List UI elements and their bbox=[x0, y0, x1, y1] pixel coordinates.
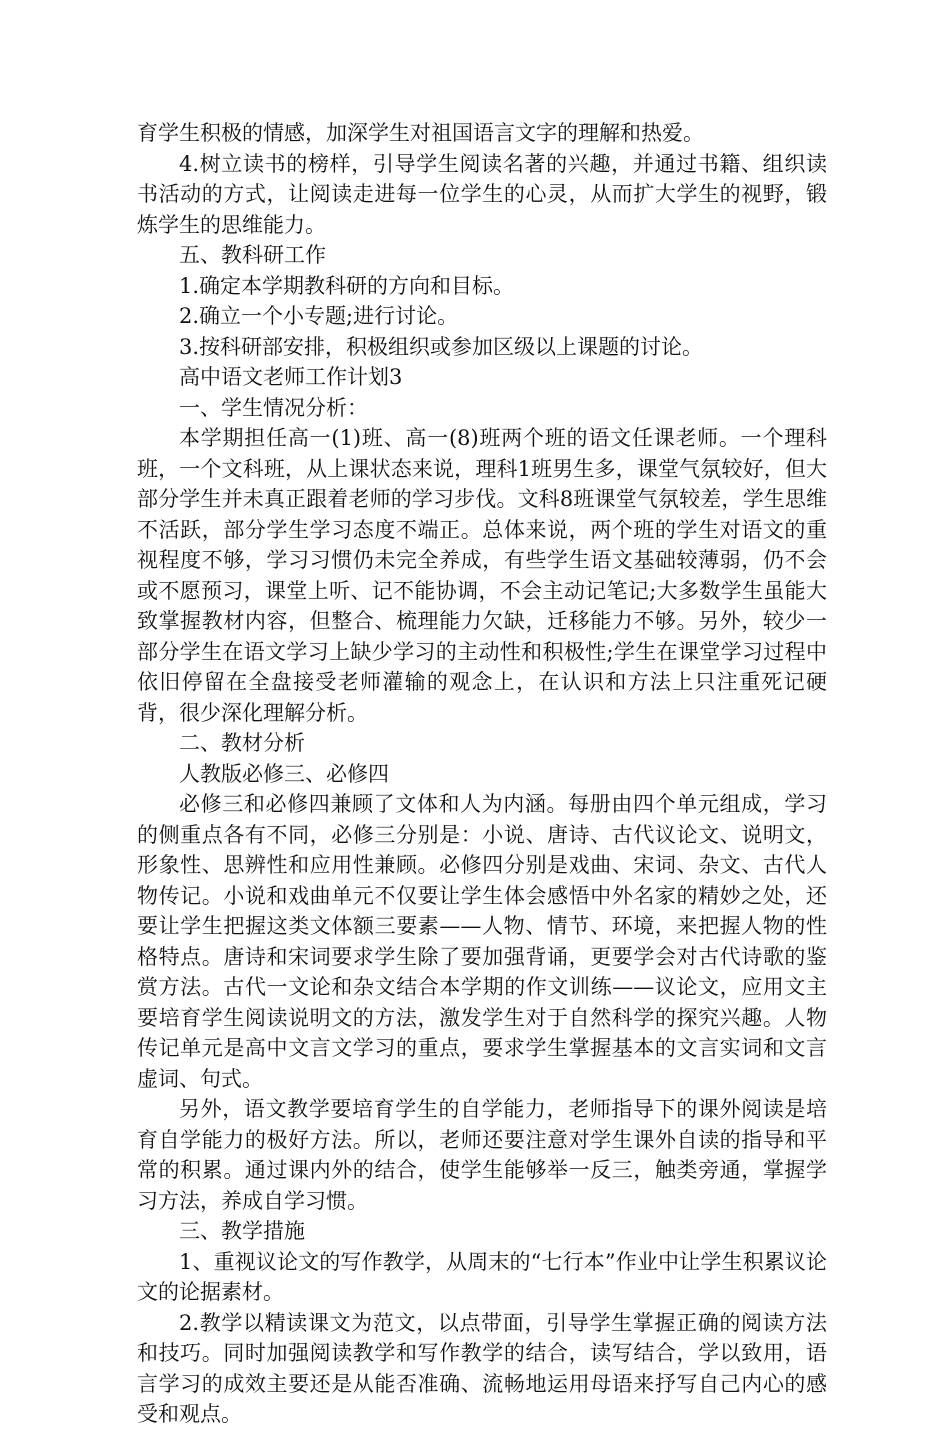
section-heading-textbook-analysis: 二、教材分析 bbox=[179, 731, 305, 755]
paragraph-item-4: 4.树立读书的榜样，引导学生阅读名著的兴趣，并通过书籍、组织读书活动的方式，让阅读走进每一位学生的心灵，从而扩大学生的视野，锻炼学生的思维能力。 bbox=[137, 151, 827, 237]
section-heading-teaching-measures: 三、教学措施 bbox=[179, 1219, 305, 1243]
paragraph-continuation: 育学生积极的情感，加深学生对祖国语言文字的理解和热爱。 bbox=[137, 121, 704, 145]
measure-item-2: 2.教学以精读课文为范文，以点带面，引导学生掌握正确的阅读方法和技巧。同时加强阅读教学和写作教学的结合，读写结合，学以致用，语言学习的成效主要还是从能否准确、流畅地运用母语来抒写自己内心的感受和观点。 bbox=[137, 1310, 827, 1426]
paragraph-student-analysis: 本学期担任高一(1)班、高一(8)班两个班的语文任课老师。一个理科班，一个文科班，从上课状态来说，理科1班男生多，课堂气氛较好，但大部分学生并未真正跟着老师的学习步伐。文科8班课堂气氛较差，学生思维不活跃，部分学生学习态度不端正。总体来说，两个班的学生对语文的重视程度不够，学习习惯仍未完全养成，有些学生语文基础较薄弱，仍不会或不愿预习，课堂上听、记不能协调，不会主动记笔记;大多数学生虽能大致掌握教材内容，但整合、梳理能力欠缺，迁移能力不够。另外，较少一部分学生在语文学习上缺少学习的主动性和积极性;学生在课堂学习过程中依旧停留在全盘接受老师灌输的观念上，在认识和方法上只注重死记硬背，很少深化理解分析。 bbox=[137, 426, 827, 725]
research-item-1: 1.确定本学期教科研的方向和目标。 bbox=[179, 273, 515, 298]
research-item-2: 2.确立一个小专题;进行讨论。 bbox=[179, 304, 459, 328]
section-heading-student-analysis: 一、学生情况分析： bbox=[179, 395, 368, 420]
measure-item-1: 1、重视议论文的写作教学，从周末的“七行本”作业中让学生积累议论文的论据素材。 bbox=[137, 1249, 827, 1304]
paragraph-textbook-analysis: 必修三和必修四兼顾了文体和人为内涵。每册由四个单元组成，学习的侧重点各有不同，必修三分别是：小说、唐诗、古代议论文、说明文，形象性、思辨性和应用性兼顾。必修四分别是戏曲、宋词、杂文、古代人物传记。小说和戏曲单元不仅要让学生体会感悟中外名家的精妙之处，还要让学生把握这类文体额三要素——人物、情节、环境，来把握人物的性格特点。唐诗和宋词要求学生除了要加强背诵，更要学会对古代诗歌的鉴赏方法。古代一文论和杂文结合本学期的作文训练——议论文，应用文主要培育学生阅读说明文的方法，激发学生对于自然科学的探究兴趣。人物传记单元是高中文言文学习的重点，要求学生掌握基本的文言实词和文言虚词、句式。 bbox=[137, 792, 827, 1091]
section-heading-research: 五、教科研工作 bbox=[179, 243, 326, 267]
document-page bbox=[137, 118, 827, 1430]
research-item-3: 3.按科研部安排，积极组织或参加区级以上课题的讨论。 bbox=[179, 334, 704, 359]
plan-title: 高中语文老师工作计划3 bbox=[179, 365, 403, 389]
paragraph-self-study: 另外，语文教学要培育学生的自学能力，老师指导下的课外阅读是培育自学能力的极好方法。所以，老师还要注意对学生课外自读的指导和平常的积累。通过课内外的结合，使学生能够举一反三，触类旁通，掌握学习方法，养成自学习惯。 bbox=[137, 1097, 827, 1213]
textbook-edition: 人教版必修三、必修四 bbox=[179, 761, 389, 786]
